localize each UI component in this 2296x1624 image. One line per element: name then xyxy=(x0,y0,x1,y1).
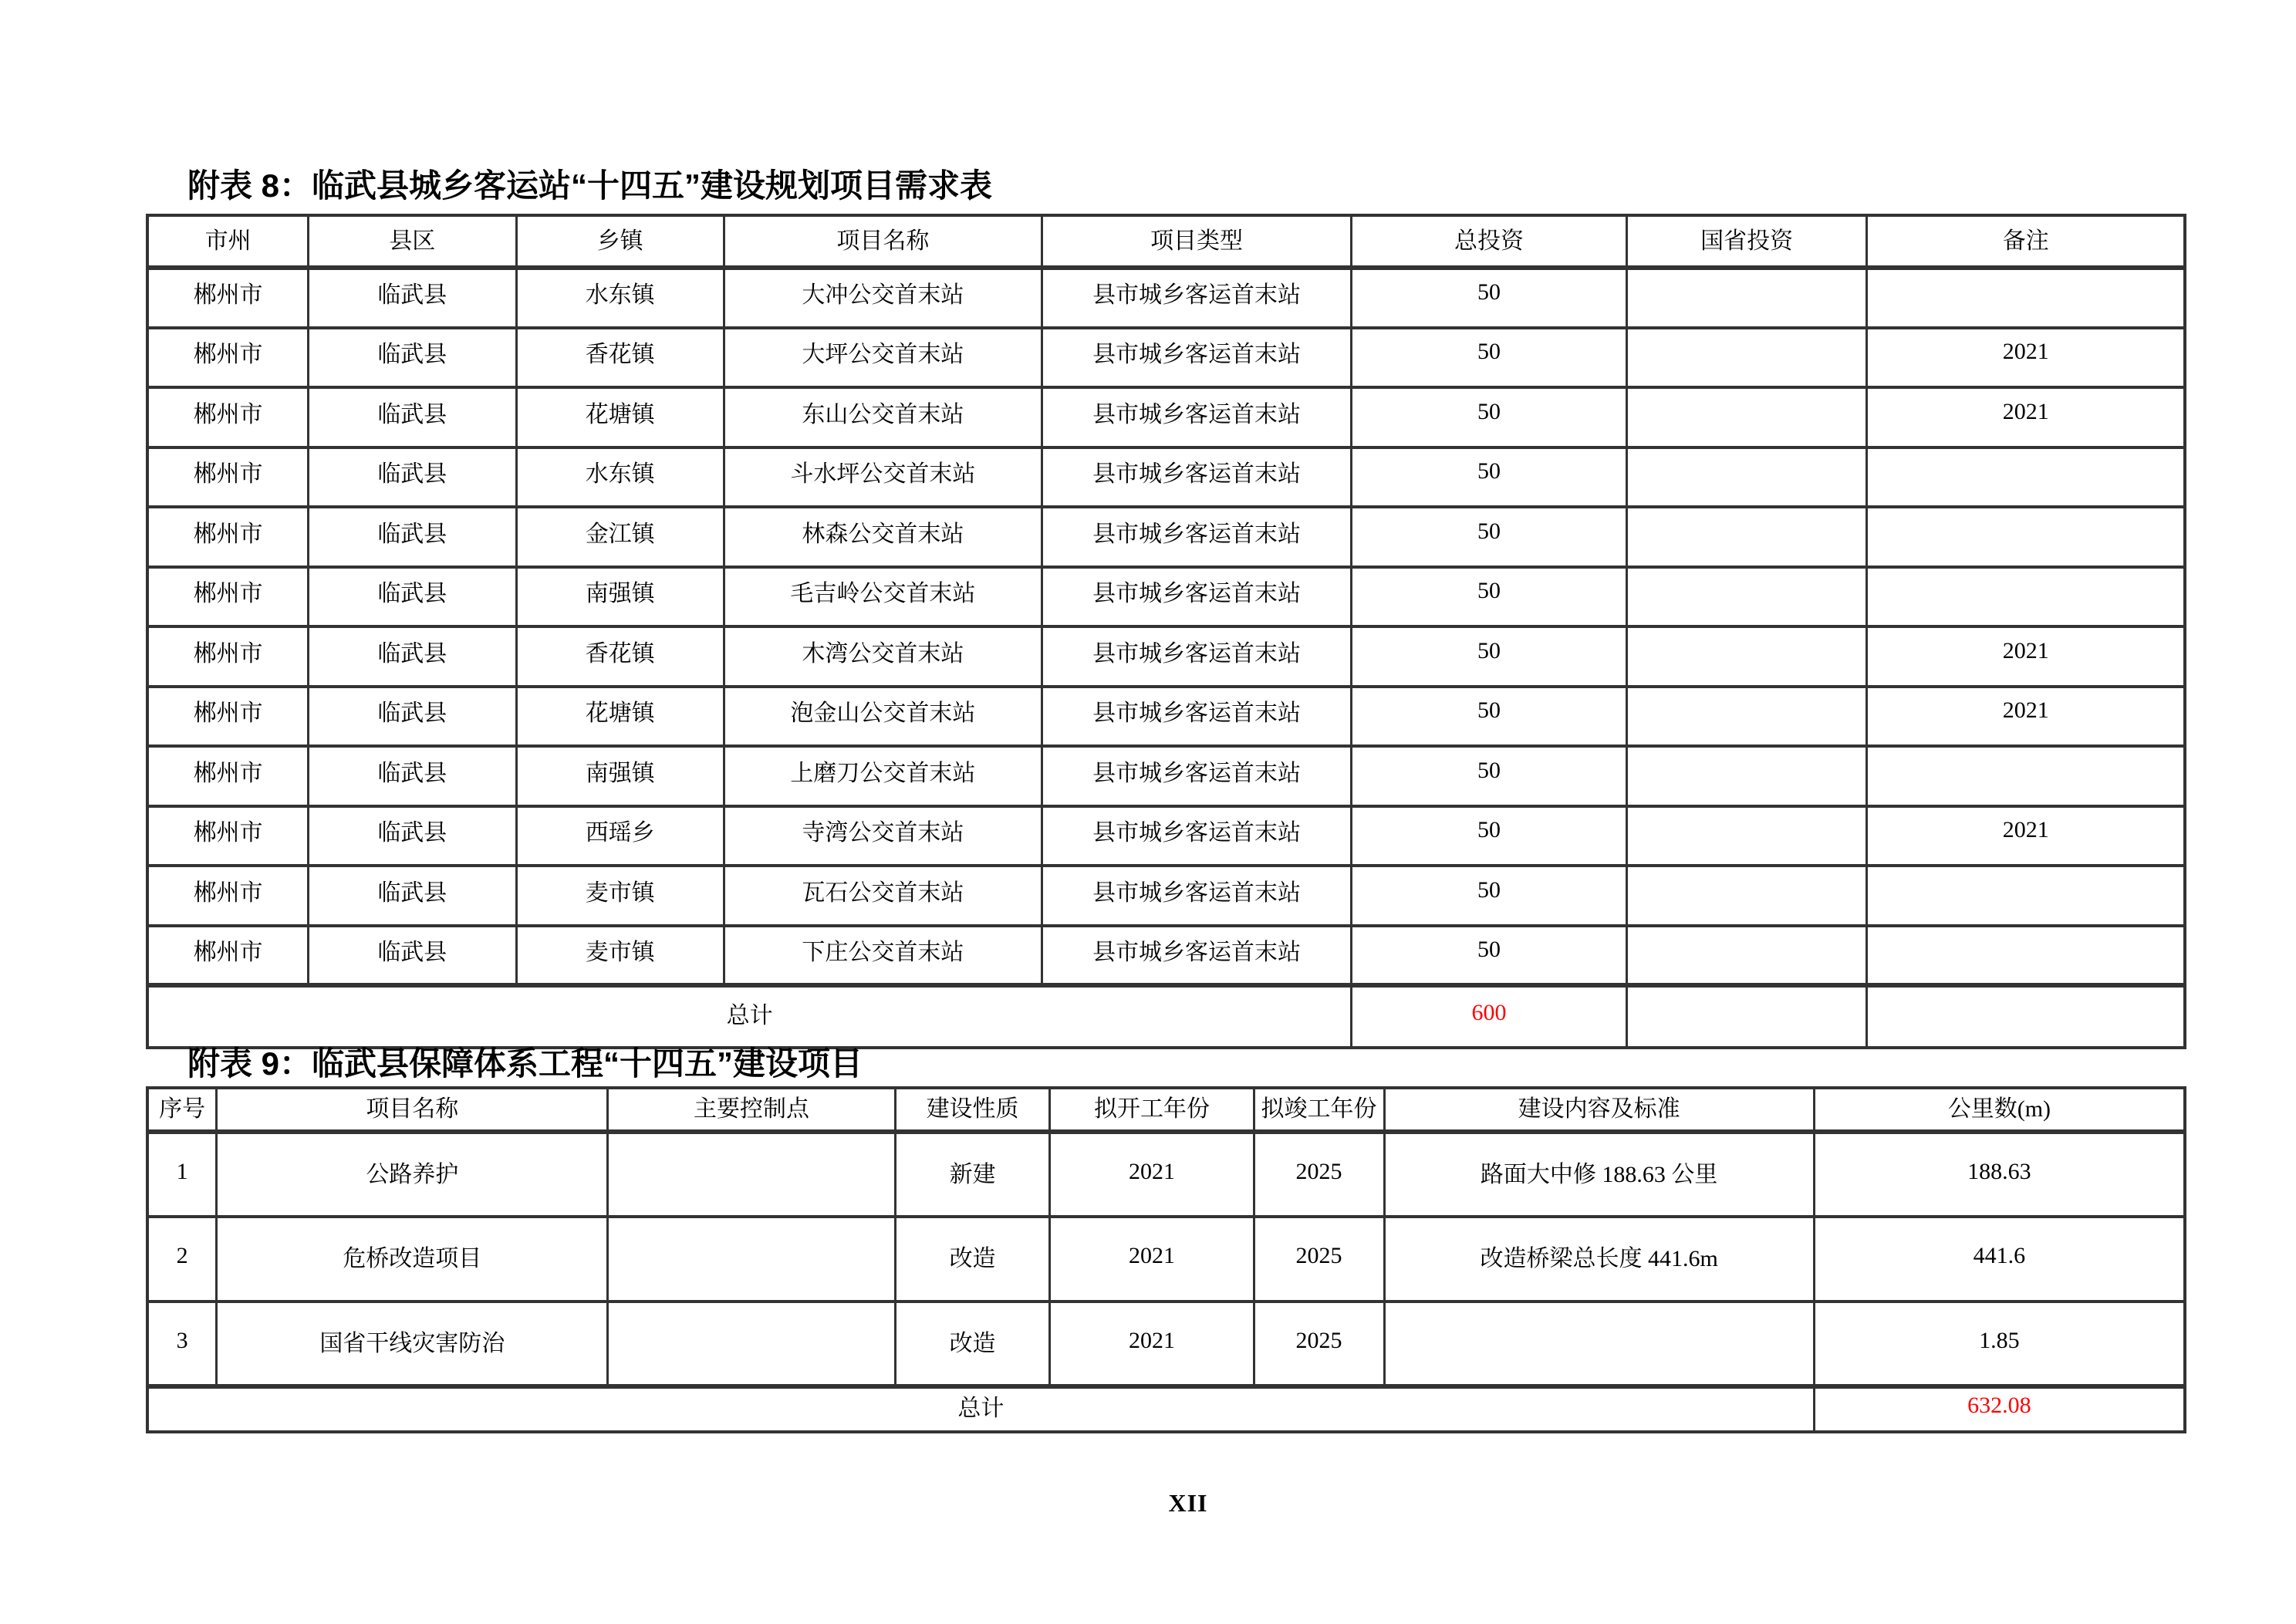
table-cell xyxy=(1867,507,2185,567)
table-cell: 郴州市 xyxy=(147,866,309,926)
table-cell xyxy=(1867,268,2185,328)
table-row xyxy=(147,926,2185,986)
table-cell: 泡金山公交首末站 xyxy=(724,687,1042,747)
table-cell: 临武县 xyxy=(309,567,516,627)
table-cell: 2021 xyxy=(1867,626,2185,687)
table-cell: 县市城乡客运首末站 xyxy=(1042,806,1351,866)
table-cell xyxy=(1626,866,1867,926)
table-row xyxy=(147,1217,2185,1302)
table-cell: 改造 xyxy=(895,1217,1050,1302)
table-cell: 50 xyxy=(1352,507,1627,567)
table8-total-row xyxy=(147,985,2185,1048)
table-row xyxy=(147,387,2185,447)
table-cell: 2021 xyxy=(1867,387,2185,447)
table-cell: 临武县 xyxy=(309,687,516,747)
table-cell: 南强镇 xyxy=(516,567,724,627)
table-cell: 50 xyxy=(1352,866,1627,926)
table-cell: 临武县 xyxy=(309,447,516,508)
table-cell: 2021 xyxy=(1050,1132,1254,1217)
table-cell: 南强镇 xyxy=(516,746,724,806)
table-cell: 50 xyxy=(1352,926,1627,986)
table-cell: 香花镇 xyxy=(516,328,724,388)
table-cell: 国省干线灾害防治 xyxy=(217,1302,608,1386)
column-header: 建设内容及标准 xyxy=(1384,1088,1814,1132)
table-cell: 大坪公交首末站 xyxy=(724,328,1042,388)
table-cell: 临武县 xyxy=(309,328,516,388)
table-cell: 临武县 xyxy=(309,507,516,567)
table-cell: 县市城乡客运首末站 xyxy=(1042,926,1351,986)
column-header: 拟竣工年份 xyxy=(1254,1088,1384,1132)
table-cell: 公路养护 xyxy=(217,1132,608,1217)
table-cell: 县市城乡客运首末站 xyxy=(1042,687,1351,747)
table-cell: 50 xyxy=(1352,746,1627,806)
total-value: 600 xyxy=(1352,985,1627,1048)
table-cell: 县市城乡客运首末站 xyxy=(1042,328,1351,388)
table-cell: 木湾公交首末站 xyxy=(724,626,1042,687)
table-row xyxy=(147,687,2185,747)
column-header: 市州 xyxy=(147,215,309,268)
table-row xyxy=(147,268,2185,328)
table-cell: 临武县 xyxy=(309,746,516,806)
table9-title: 附表 9：临武县保障体系工程“十四五”建设项目 xyxy=(187,1045,863,1082)
table-cell: 郴州市 xyxy=(147,387,309,447)
column-header: 备注 xyxy=(1867,215,2185,268)
table-cell: 50 xyxy=(1352,806,1627,866)
table-cell: 花塘镇 xyxy=(516,687,724,747)
table-cell: 郴州市 xyxy=(147,507,309,567)
table8 xyxy=(146,214,2186,1049)
table-cell: 50 xyxy=(1352,626,1627,687)
table-cell: 郴州市 xyxy=(147,447,309,508)
table-cell: 2021 xyxy=(1867,328,2185,388)
table-row xyxy=(147,746,2185,806)
table-cell: 下庄公交首末站 xyxy=(724,926,1042,986)
table-cell: 郴州市 xyxy=(147,746,309,806)
column-header: 项目类型 xyxy=(1042,215,1351,268)
table-cell: 新建 xyxy=(895,1132,1050,1217)
total-value: 632.08 xyxy=(1814,1386,2185,1432)
table-cell: 郴州市 xyxy=(147,687,309,747)
table-cell xyxy=(1384,1302,1814,1386)
table-cell: 临武县 xyxy=(309,926,516,986)
table-cell: 花塘镇 xyxy=(516,387,724,447)
table-cell: 危桥改造项目 xyxy=(217,1217,608,1302)
table-cell: 瓦石公交首末站 xyxy=(724,866,1042,926)
table-cell: 斗水坪公交首末站 xyxy=(724,447,1042,508)
table-cell xyxy=(1867,447,2185,508)
table-row xyxy=(147,866,2185,926)
table-cell: 改造桥梁总长度 441.6m xyxy=(1384,1217,1814,1302)
table-cell: 水东镇 xyxy=(516,447,724,508)
table-cell-empty xyxy=(1867,985,2185,1048)
table-cell: 麦市镇 xyxy=(516,926,724,986)
table-cell: 麦市镇 xyxy=(516,866,724,926)
table-cell: 郴州市 xyxy=(147,626,309,687)
table-cell xyxy=(1626,746,1867,806)
table-cell: 1.85 xyxy=(1814,1302,2185,1386)
column-header: 序号 xyxy=(147,1088,217,1132)
table-cell: 林森公交首末站 xyxy=(724,507,1042,567)
column-header: 建设性质 xyxy=(895,1088,1050,1132)
table9-total-row xyxy=(147,1386,2185,1432)
total-label: 总计 xyxy=(147,985,1352,1048)
column-header: 乡镇 xyxy=(516,215,724,268)
table-row xyxy=(147,507,2185,567)
table-row xyxy=(147,1302,2185,1386)
table-cell: 县市城乡客运首末站 xyxy=(1042,567,1351,627)
table-cell: 金江镇 xyxy=(516,507,724,567)
column-header: 主要控制点 xyxy=(608,1088,895,1132)
table-cell xyxy=(1626,806,1867,866)
table-cell xyxy=(1867,866,2185,926)
table-cell: 西瑶乡 xyxy=(516,806,724,866)
column-header: 公里数(m) xyxy=(1814,1088,2185,1132)
table-cell: 50 xyxy=(1352,268,1627,328)
table-row xyxy=(147,806,2185,866)
table-cell: 2025 xyxy=(1254,1217,1384,1302)
table-cell: 县市城乡客运首末站 xyxy=(1042,626,1351,687)
table-cell: 3 xyxy=(147,1302,217,1386)
table-row xyxy=(147,567,2185,627)
table-cell: 50 xyxy=(1352,687,1627,747)
table-cell: 临武县 xyxy=(309,268,516,328)
table-cell: 上磨刀公交首末站 xyxy=(724,746,1042,806)
table-cell: 2021 xyxy=(1050,1217,1254,1302)
table-cell xyxy=(1626,328,1867,388)
page-number: XII xyxy=(1168,1489,1208,1517)
table-cell xyxy=(1867,926,2185,986)
column-header: 县区 xyxy=(309,215,516,268)
table9 xyxy=(146,1086,2186,1433)
table-cell: 路面大中修 188.63 公里 xyxy=(1384,1132,1814,1217)
table-cell xyxy=(1626,387,1867,447)
table-cell xyxy=(1867,746,2185,806)
table8-header-row xyxy=(147,215,2185,268)
table-cell: 临武县 xyxy=(309,387,516,447)
table-cell: 东山公交首末站 xyxy=(724,387,1042,447)
table-cell: 县市城乡客运首末站 xyxy=(1042,447,1351,508)
table-cell: 临武县 xyxy=(309,866,516,926)
table-cell xyxy=(1626,268,1867,328)
table-row xyxy=(147,626,2185,687)
table-cell: 50 xyxy=(1352,447,1627,508)
table-cell: 2021 xyxy=(1050,1302,1254,1386)
table-row xyxy=(147,328,2185,388)
table-cell: 50 xyxy=(1352,328,1627,388)
table-cell xyxy=(1626,507,1867,567)
table-cell: 郴州市 xyxy=(147,926,309,986)
table-row xyxy=(147,1132,2185,1217)
table-cell xyxy=(1626,626,1867,687)
table-cell: 2021 xyxy=(1867,687,2185,747)
table-cell: 郴州市 xyxy=(147,268,309,328)
table-cell: 临武县 xyxy=(309,806,516,866)
table-cell: 188.63 xyxy=(1814,1132,2185,1217)
table-cell: 水东镇 xyxy=(516,268,724,328)
table-cell: 临武县 xyxy=(309,626,516,687)
table-cell: 县市城乡客运首末站 xyxy=(1042,746,1351,806)
table-cell: 大冲公交首末站 xyxy=(724,268,1042,328)
table-cell xyxy=(1867,567,2185,627)
table-cell xyxy=(1626,687,1867,747)
table-cell xyxy=(608,1302,895,1386)
column-header: 项目名称 xyxy=(724,215,1042,268)
table9-header-row xyxy=(147,1088,2185,1132)
table-cell xyxy=(608,1217,895,1302)
table-cell-empty xyxy=(1626,985,1867,1048)
table-row xyxy=(147,447,2185,508)
column-header: 国省投资 xyxy=(1626,215,1867,268)
table-cell xyxy=(1626,447,1867,508)
table-cell: 郴州市 xyxy=(147,567,309,627)
table-cell: 2 xyxy=(147,1217,217,1302)
table-cell: 1 xyxy=(147,1132,217,1217)
table-cell: 县市城乡客运首末站 xyxy=(1042,507,1351,567)
column-header: 总投资 xyxy=(1352,215,1627,268)
column-header: 拟开工年份 xyxy=(1050,1088,1254,1132)
table-cell: 2025 xyxy=(1254,1302,1384,1386)
table-cell: 郴州市 xyxy=(147,328,309,388)
table-cell: 50 xyxy=(1352,387,1627,447)
total-label: 总计 xyxy=(147,1386,1814,1432)
table-cell xyxy=(608,1132,895,1217)
table-cell: 441.6 xyxy=(1814,1217,2185,1302)
table-cell: 寺湾公交首末站 xyxy=(724,806,1042,866)
table-cell: 郴州市 xyxy=(147,806,309,866)
column-header: 项目名称 xyxy=(217,1088,608,1132)
table-cell xyxy=(1626,926,1867,986)
table-cell: 县市城乡客运首末站 xyxy=(1042,866,1351,926)
table-cell: 香花镇 xyxy=(516,626,724,687)
table-cell xyxy=(1626,567,1867,627)
table-cell: 县市城乡客运首末站 xyxy=(1042,387,1351,447)
table-cell: 改造 xyxy=(895,1302,1050,1386)
table8-title: 附表 8：临武县城乡客运站“十四五”建设规划项目需求表 xyxy=(187,167,993,204)
table-cell: 2021 xyxy=(1867,806,2185,866)
table-cell: 县市城乡客运首末站 xyxy=(1042,268,1351,328)
table-cell: 2025 xyxy=(1254,1132,1384,1217)
table-cell: 50 xyxy=(1352,567,1627,627)
table-cell: 毛吉岭公交首末站 xyxy=(724,567,1042,627)
